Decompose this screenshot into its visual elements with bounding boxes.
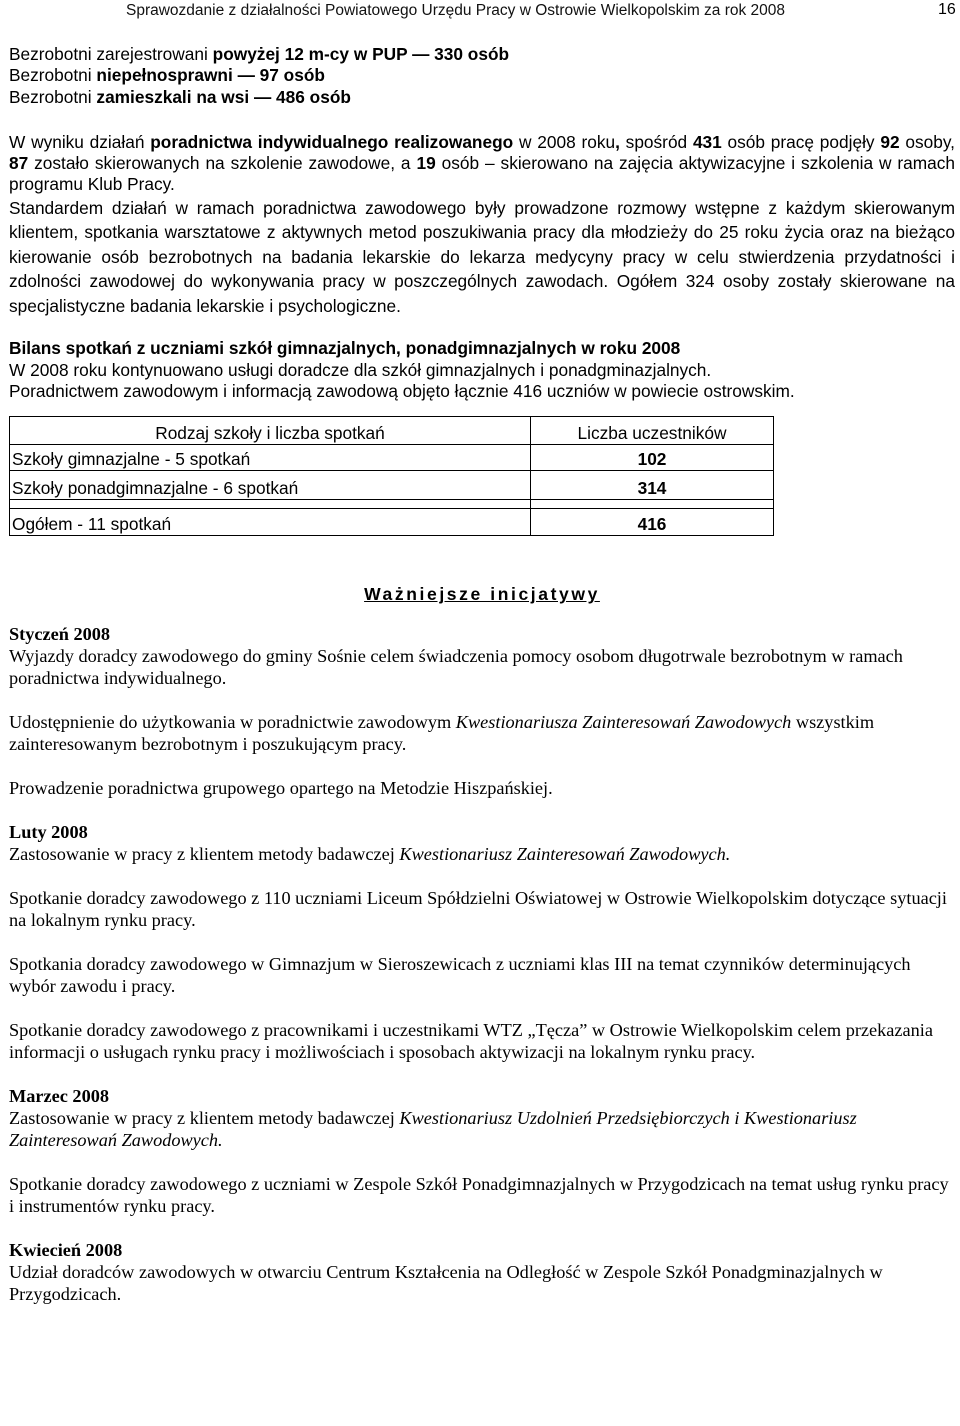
stat-line: Bezrobotni niepełnosprawni — 97 osób — [9, 65, 325, 86]
page-content — [9, 44, 955, 1305]
initiatives-list — [9, 623, 955, 1305]
column-header: Liczba uczestników — [531, 417, 774, 445]
month-heading: Luty 2008 — [9, 822, 88, 843]
table-row: Szkoły ponadgimnazjalne - 6 spotkań 314 — [10, 471, 774, 500]
initiative-item: Spotkanie doradcy zawodowego z pracownikami i uczestnikami WTZ „Tęcza” w Ostrowie Wielkopolskim celem przekazania informacji o usługach rynku pracy i możliwościach i sposobach aktywizacji na lokalnym rynku pracy. — [9, 1020, 933, 1063]
standards-paragraph: Standardem działań w ramach poradnictwa zawodowego były prowadzone rozmowy wstępne z każdym skierowanym klientem, spotkania warsztatowe z aktywnych metod poszukiwania pracy dla młodzieży do 25 roku życia oraz na bieżąco kierowanie osób bezrobotnych na badania lekarskie do lekarza medycyny pracy w celu stwierdzenia przydatności i zdolności zawodowej do wykonywania pracy w poszczególnych zawodach. Ogółem 324 osoby zostały skierowane na specjalistyczne badania lekarskie i psychologiczne. — [9, 197, 955, 316]
unemployed-stats — [9, 44, 955, 108]
initiative-item: Spotkanie doradcy zawodowego z 110 uczniami Liceum Spółdzielni Oświatowej w Ostrowie Wielkopolskim dotyczące sytuacji na lokalnym rynku pracy. — [9, 888, 947, 931]
initiatives-title: Ważniejsze inicjatywy — [364, 584, 600, 605]
table-header — [10, 417, 774, 445]
initiative-item: Zastosowanie w pracy z klientem metody badawczej Kwestionariusz Zainteresowań Zawodowych. — [9, 844, 731, 865]
initiative-item: Prowadzenie poradnictwa grupowego opartego na Metodzie Hiszpańskiej. — [9, 778, 553, 799]
schools-title: Bilans spotkań z uczniami szkół gimnazjalnych, ponadgimnazjalnych w roku 2008 — [9, 338, 681, 359]
initiative-item: Wyjazdy doradcy zawodowego do gminy Sośnie celem świadczenia pomocy osobom długotrwale bezrobotnym w ramach poradnictwa indywidualnego. — [9, 646, 903, 689]
column-header: Rodzaj szkoły i liczba spotkań — [10, 417, 531, 445]
month-heading: Marzec 2008 — [9, 1086, 109, 1107]
initiative-item: Spotkania doradcy zawodowego w Gimnazjum w Sieroszewicach z uczniami klas III na temat czynników determinujących wybór zawodu i pracy. — [9, 954, 911, 997]
schools-line-1: W 2008 roku kontynuowano usługi doradcze dla szkół gimnazjalnych i ponadgminazjalnych. — [9, 359, 712, 380]
table-row: Szkoły gimnazjalne - 5 spotkań 102 — [10, 445, 774, 471]
schools-section — [9, 338, 955, 402]
page-number: 16 — [938, 1, 956, 18]
initiative-item: Udział doradców zawodowych w otwarciu Centrum Kształcenia na Odległość w Zespole Szkół Ponadgminazjalnych w Przygodzicach. — [9, 1262, 883, 1305]
initiative-item: Zastosowanie w pracy z klientem metody badawczej Kwestionariusz Uzdolnień Przedsiębiorczych i Kwestionariusz Zainteresowań Zawodowych. — [9, 1108, 857, 1151]
page-header — [0, 0, 960, 24]
schools-table — [9, 416, 774, 536]
stat-line: Bezrobotni zarejestrowani powyżej 12 m-cy w PUP — 330 osób — [9, 44, 510, 64]
stat-line: Bezrobotni zamieszkali na wsi — 486 osób — [9, 86, 351, 107]
schools-line-2: Poradnictwem zawodowym i informacją zawodową objęto łącznie 416 uczniów w powiecie ostrowskim. — [9, 380, 795, 401]
header-title: Sprawozdanie z działalności Powiatowego Urzędu Pracy w Ostrowie Wielkopolskim za rok 2008 — [126, 2, 786, 19]
initiative-item: Udostępnienie do użytkowania w poradnictwie zawodowym Kwestionariusza Zainteresowań Zawodowych wszystkim zainteresowanym bezrobotnym i poszukującym pracy. — [9, 712, 875, 755]
month-heading: Styczeń 2008 — [9, 624, 111, 645]
counseling-paragraph: W wyniku działań poradnictwa indywidualnego realizowanego w 2008 roku, spośród 431 osób pracę podjęły 92 osoby, 87 zostało skierowanych na szkolenie zawodowe, a 19 osób – skierowano na zajęcia aktywizacyjne i szkolenia w ramach programu Klub Pracy. — [9, 131, 956, 195]
month-heading: Kwiecień 2008 — [9, 1240, 123, 1261]
initiative-item: Spotkanie doradcy zawodowego z uczniami w Zespole Szkół Ponadgimnazjalnych w Przygodzicach na temat usług rynku pracy i instrumentów rynku pracy. — [9, 1174, 949, 1217]
table-total-row: Ogółem - 11 spotkań 416 — [10, 509, 774, 536]
